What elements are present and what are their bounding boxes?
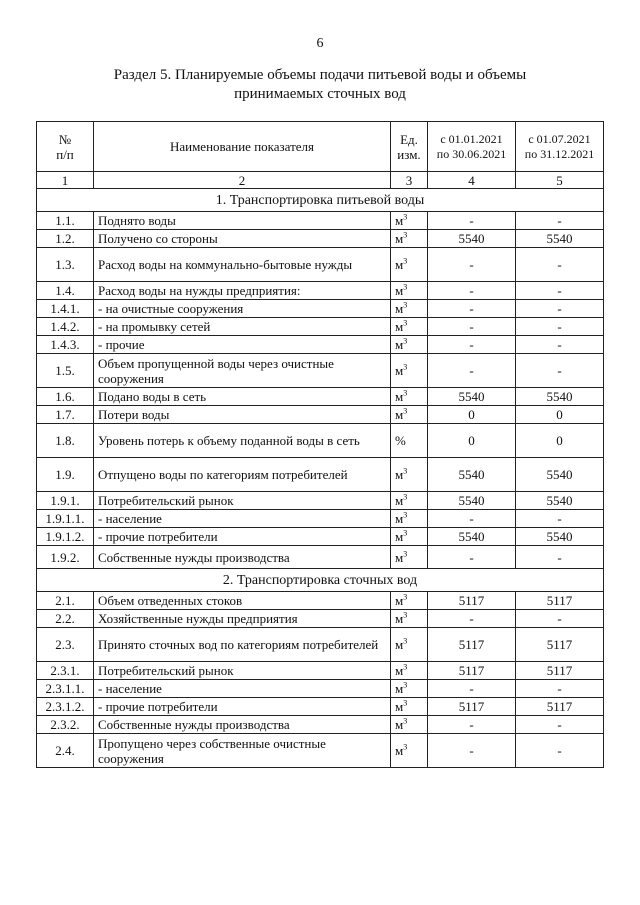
row-number: 2.3.2. (37, 716, 94, 734)
section-header: 2. Транспортировка сточных вод (37, 569, 604, 592)
unit-cell (391, 424, 428, 458)
unit-superscript: 3 (403, 549, 408, 559)
indicator-name: - прочие потребители (94, 698, 391, 716)
table-row (37, 510, 604, 528)
unit-cell (391, 698, 428, 716)
value-period-1: - (428, 282, 516, 300)
indicator-name: - на промывку сетей (94, 318, 391, 336)
unit-text: м (395, 467, 404, 482)
column-numbers-row (37, 172, 604, 189)
row-number: 1.4.3. (37, 336, 94, 354)
unit-superscript: 3 (403, 406, 408, 416)
header-period-1-line-2: по 30.06.2021 (436, 146, 507, 161)
unit-cell (391, 716, 428, 734)
table-row (37, 662, 604, 680)
table-row (37, 528, 604, 546)
unit-superscript: 3 (403, 336, 408, 346)
unit-text: м (395, 637, 404, 652)
value-period-1: 5540 (428, 458, 516, 492)
unit-text: м (395, 213, 404, 228)
unit-text: м (395, 663, 404, 678)
value-period-2: 5117 (516, 698, 604, 716)
unit-text: м (395, 549, 404, 565)
indicator-name: - население (94, 510, 391, 528)
section-title-line-1: Раздел 5. Планируемые объемы подачи питьевой воды и объемы (113, 67, 527, 83)
unit-text: м (395, 681, 404, 696)
row-number: 1.9.1.1. (37, 510, 94, 528)
header-num (37, 122, 94, 172)
row-number: 1.9.2. (37, 546, 94, 569)
value-period-2: - (516, 282, 604, 300)
value-period-2: 5117 (516, 662, 604, 680)
row-number: 1.9.1. (37, 492, 94, 510)
table-row (37, 406, 604, 424)
value-period-2: 0 (516, 406, 604, 424)
indicators-table (36, 121, 604, 768)
table-row (37, 318, 604, 336)
unit-superscript: 3 (403, 680, 408, 690)
unit-cell (391, 546, 428, 569)
table-row (37, 592, 604, 610)
column-number: 2 (94, 172, 391, 189)
unit-cell (391, 592, 428, 610)
indicator-name: Поднято воды (94, 212, 391, 230)
unit-superscript: 3 (403, 716, 408, 726)
value-period-1: - (428, 734, 516, 768)
unit-superscript: 3 (403, 212, 408, 222)
table-row (37, 388, 604, 406)
header-unit-line-2: изм. (397, 146, 421, 162)
unit-cell (391, 628, 428, 662)
value-period-1: 0 (428, 406, 516, 424)
value-period-1: 5540 (428, 388, 516, 406)
unit-superscript: 3 (403, 362, 408, 372)
table-row (37, 680, 604, 698)
indicator-name: Объем отведенных стоков (94, 592, 391, 610)
unit-text: м (395, 283, 404, 298)
row-number: 2.3.1. (37, 662, 94, 680)
header-period-1 (428, 122, 516, 172)
value-period-1: - (428, 300, 516, 318)
indicator-name: Объем пропущенной воды через очистные сооружения (94, 354, 391, 388)
unit-text: м (395, 611, 404, 626)
value-period-2: - (516, 716, 604, 734)
row-number: 1.1. (37, 212, 94, 230)
section-header-row (37, 569, 604, 592)
indicator-name: Получено со стороны (94, 230, 391, 248)
unit-cell (391, 662, 428, 680)
unit-text: м (395, 257, 404, 272)
value-period-2: - (516, 336, 604, 354)
indicator-name: - прочие (94, 336, 391, 354)
table-row (37, 610, 604, 628)
indicator-name: Собственные нужды производства (94, 716, 391, 734)
header-period-1-line-1: с 01.01.2021 (440, 131, 503, 146)
page-number: 6 (316, 36, 324, 51)
unit-cell (391, 230, 428, 248)
unit-text: м (395, 319, 404, 334)
value-period-2: - (516, 546, 604, 569)
section-header-row (37, 189, 604, 212)
table-row (37, 628, 604, 662)
unit-cell (391, 354, 428, 388)
table-body (37, 189, 604, 768)
value-period-1: - (428, 212, 516, 230)
unit-cell (391, 282, 428, 300)
value-period-1: 5117 (428, 698, 516, 716)
unit-superscript: 3 (403, 300, 408, 310)
value-period-1: 5117 (428, 592, 516, 610)
value-period-2: - (516, 734, 604, 768)
unit-text: м (395, 389, 404, 404)
unit-text: м (395, 743, 404, 758)
unit-superscript: 3 (403, 256, 408, 266)
value-period-2: 5540 (516, 458, 604, 492)
section-title (100, 66, 540, 104)
unit-cell (391, 458, 428, 492)
row-number: 2.2. (37, 610, 94, 628)
column-number: 5 (516, 172, 604, 189)
indicator-name: Потребительский рынок (94, 662, 391, 680)
table-row (37, 354, 604, 388)
unit-text: м (395, 511, 404, 526)
header-name: Наименование показателя (94, 122, 391, 172)
row-number: 1.2. (37, 230, 94, 248)
table-row (37, 336, 604, 354)
row-number: 1.7. (37, 406, 94, 424)
value-period-2: 5117 (516, 592, 604, 610)
table-row (37, 300, 604, 318)
unit-superscript: 3 (403, 610, 408, 620)
table-row (37, 424, 604, 458)
indicator-name: Потребительский рынок (94, 492, 391, 510)
section-title-line-2: принимаемых сточных вод (234, 86, 406, 102)
row-number: 1.4. (37, 282, 94, 300)
row-number: 1.4.1. (37, 300, 94, 318)
header-num-line-1: № (58, 131, 72, 147)
row-number: 1.9.1.2. (37, 528, 94, 546)
row-number: 1.8. (37, 424, 94, 458)
unit-cell (391, 336, 428, 354)
table-row (37, 248, 604, 282)
unit-superscript: 3 (403, 528, 408, 538)
header-period-2-line-1: с 01.07.2021 (528, 131, 591, 146)
header-period-2 (516, 122, 604, 172)
row-number: 2.4. (37, 734, 94, 768)
unit-text: м (395, 529, 404, 544)
value-period-2: 5540 (516, 388, 604, 406)
unit-text: м (395, 231, 404, 246)
unit-text: м (395, 407, 404, 422)
value-period-1: - (428, 610, 516, 628)
unit-cell (391, 528, 428, 546)
table-row (37, 282, 604, 300)
unit-cell (391, 734, 428, 768)
unit-cell (391, 510, 428, 528)
table-header-row (37, 122, 604, 172)
unit-cell (391, 492, 428, 510)
section-header: 1. Транспортировка питьевой воды (37, 189, 604, 212)
value-period-2: - (516, 248, 604, 282)
unit-superscript: 3 (403, 466, 408, 476)
unit-text: % (395, 433, 406, 448)
value-period-1: - (428, 248, 516, 282)
column-number: 1 (37, 172, 94, 189)
indicator-name: Уровень потерь к объему поданной воды в сеть (94, 424, 391, 458)
value-period-1: 5540 (428, 230, 516, 248)
unit-cell (391, 610, 428, 628)
unit-cell (391, 212, 428, 230)
indicator-name: Потери воды (94, 406, 391, 424)
unit-text: м (395, 337, 404, 352)
unit-superscript: 3 (403, 742, 408, 752)
row-number: 1.4.2. (37, 318, 94, 336)
value-period-1: - (428, 716, 516, 734)
row-number: 2.3. (37, 628, 94, 662)
indicator-name: Принято сточных вод по категориям потребителей (94, 628, 391, 662)
indicator-name: Расход воды на нужды предприятия: (94, 282, 391, 300)
unit-text: м (395, 593, 404, 608)
indicator-name: - население (94, 680, 391, 698)
row-number: 1.6. (37, 388, 94, 406)
header-period-2-line-2: по 31.12.2021 (524, 146, 595, 161)
row-number: 2.3.1.1. (37, 680, 94, 698)
value-period-1: - (428, 680, 516, 698)
value-period-2: 0 (516, 424, 604, 458)
unit-superscript: 3 (403, 592, 408, 602)
unit-text: м (395, 363, 404, 378)
column-number: 4 (428, 172, 516, 189)
value-period-1: 5540 (428, 492, 516, 510)
header-unit-line-1: Ед. (400, 131, 418, 147)
value-period-2: - (516, 212, 604, 230)
table-row (37, 230, 604, 248)
value-period-2: - (516, 300, 604, 318)
unit-cell (391, 406, 428, 424)
column-number: 3 (391, 172, 428, 189)
value-period-1: 5117 (428, 662, 516, 680)
row-number: 1.5. (37, 354, 94, 388)
value-period-1: 0 (428, 424, 516, 458)
value-period-2: 5540 (516, 528, 604, 546)
unit-superscript: 3 (403, 492, 408, 502)
value-period-2: - (516, 610, 604, 628)
unit-text: м (395, 493, 404, 508)
unit-superscript: 3 (403, 662, 408, 672)
value-period-1: 5117 (428, 628, 516, 662)
unit-cell (391, 680, 428, 698)
indicator-name: Подано воды в сеть (94, 388, 391, 406)
value-period-1: - (428, 354, 516, 388)
unit-cell (391, 248, 428, 282)
value-period-2: 5117 (516, 628, 604, 662)
row-number: 1.9. (37, 458, 94, 492)
indicator-name: Собственные нужды производства (94, 546, 391, 569)
unit-superscript: 3 (403, 510, 408, 520)
unit-superscript: 3 (403, 282, 408, 292)
unit-text: м (395, 699, 404, 714)
row-number: 2.1. (37, 592, 94, 610)
table-row (37, 458, 604, 492)
table-row (37, 716, 604, 734)
value-period-1: - (428, 510, 516, 528)
unit-cell (391, 388, 428, 406)
value-period-2: 5540 (516, 492, 604, 510)
row-number: 2.3.1.2. (37, 698, 94, 716)
unit-text: м (395, 717, 404, 732)
indicator-name: Отпущено воды по категориям потребителей (94, 458, 391, 492)
header-unit (391, 122, 428, 172)
value-period-1: 5540 (428, 528, 516, 546)
table-row (37, 492, 604, 510)
unit-cell (391, 318, 428, 336)
unit-superscript: 3 (403, 388, 408, 398)
unit-superscript: 3 (403, 698, 408, 708)
unit-text: м (395, 301, 404, 316)
value-period-1: - (428, 336, 516, 354)
unit-superscript: 3 (403, 318, 408, 328)
table-row (37, 546, 604, 569)
value-period-1: - (428, 318, 516, 336)
table-row (37, 212, 604, 230)
value-period-2: 5540 (516, 230, 604, 248)
value-period-1: - (428, 546, 516, 569)
indicator-name: Расход воды на коммунально-бытовые нужды (94, 248, 391, 282)
value-period-2: - (516, 354, 604, 388)
indicator-name: Хозяйственные нужды предприятия (94, 610, 391, 628)
header-num-line-2: п/п (56, 146, 74, 162)
unit-superscript: 3 (403, 230, 408, 240)
unit-cell (391, 300, 428, 318)
indicator-name: - прочие потребители (94, 528, 391, 546)
indicator-name: Пропущено через собственные очистные сооружения (94, 734, 391, 768)
value-period-2: - (516, 680, 604, 698)
table-row (37, 698, 604, 716)
table-row (37, 734, 604, 768)
value-period-2: - (516, 510, 604, 528)
indicator-name: - на очистные сооружения (94, 300, 391, 318)
row-number: 1.3. (37, 248, 94, 282)
value-period-2: - (516, 318, 604, 336)
unit-superscript: 3 (403, 636, 408, 646)
